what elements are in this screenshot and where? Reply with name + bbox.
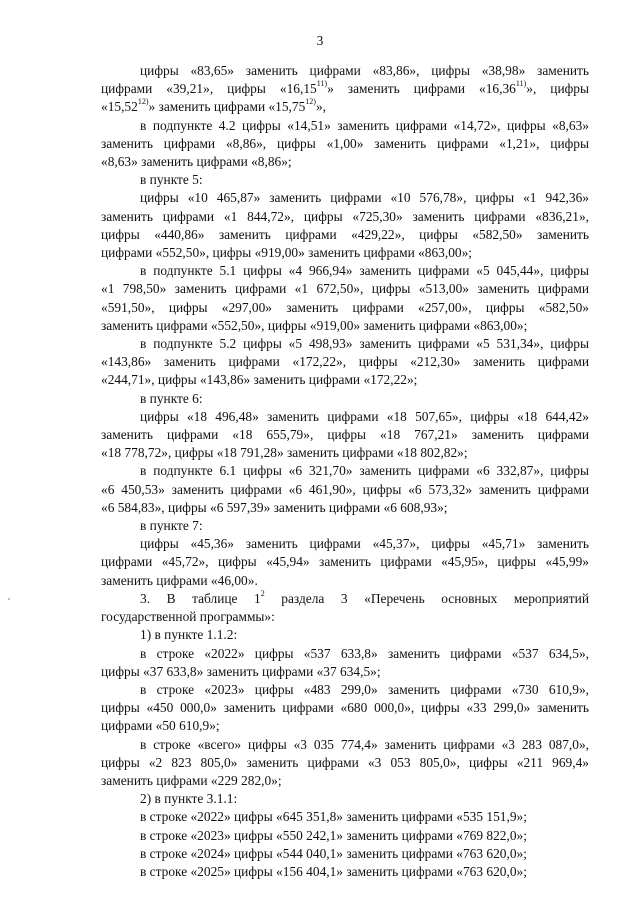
- text-line: цифры «2 823 805,0» заменить цифрами «3 053 805,0», цифры «211 969,4»: [101, 754, 589, 770]
- text-line: цифры «83,65» заменить цифрами «83,86», цифры «38,98» заменить: [140, 63, 589, 78]
- text-segment: » заменить цифрами «15,75: [148, 99, 306, 115]
- text-segment: » заменить цифрами «16,36: [327, 81, 516, 97]
- text-line: заменить цифрами «8,86», цифры «1,00» заменить цифрами «1,21», цифры: [101, 135, 589, 151]
- text-line: цифры «10 465,87» заменить цифрами «10 576,78», цифры «1 942,36»: [140, 190, 589, 206]
- text-line: в пункте 7:: [140, 518, 203, 534]
- text-line: в строке «2022» цифры «645 351,8» заменить цифрами «535 151,9»;: [140, 809, 527, 825]
- text-line: цифрами «50 610,9»;: [101, 718, 220, 734]
- text-line: цифры «450 000,0» заменить цифрами «680 000,0», цифры «33 299,0» заменить: [101, 700, 589, 716]
- text-line: цифры «440,86» заменить цифрами «429,22», цифры «582,50» заменить: [101, 226, 589, 242]
- text-line: «8,63» заменить цифрами «8,86»;: [101, 154, 292, 170]
- text-line: заменить цифрами «1 844,72», цифры «725,30» заменить цифрами «836,21»,: [101, 208, 589, 224]
- footnote-superscript: 11): [316, 79, 328, 89]
- text-line: 2) в пункте 3.1.1:: [140, 791, 238, 807]
- text-line: в подпункте 6.1 цифры «6 321,70» заменить цифрами «6 332,87», цифры: [140, 463, 589, 479]
- text-line: [101, 98, 589, 116]
- text-segment: раздела 3 «Перечень основных мероприятий: [264, 590, 589, 606]
- text-line: [101, 590, 589, 608]
- text-line: [101, 80, 589, 98]
- text-line: «143,86» заменить цифрами «172,22», цифры «212,30» заменить цифрами: [101, 354, 589, 370]
- page-number: 3: [316, 33, 324, 48]
- text-line: цифры «18 496,48» заменить цифрами «18 507,65», цифры «18 644,42»: [140, 408, 589, 424]
- footnote-superscript: 12): [137, 97, 149, 107]
- text-line: в подпункте 5.1 цифры «4 966,94» заменить цифрами «5 045,44», цифры: [140, 263, 589, 279]
- text-line: в пункте 6:: [140, 390, 203, 406]
- text-line: в строке «2023» цифры «483 299,0» заменить цифрами «730 610,9»,: [140, 681, 589, 697]
- text-segment: »,: [315, 99, 327, 115]
- text-line: в строке «2022» цифры «537 633,8» заменить цифрами «537 634,5»,: [140, 645, 589, 661]
- text-line: «6 584,83», цифры «6 597,39» заменить цифрами «6 608,93»;: [101, 499, 448, 515]
- text-line: «591,50», цифры «297,00» заменить цифрами «257,00», цифры «582,50»: [101, 299, 589, 315]
- text-segment: », цифры: [526, 81, 590, 97]
- footnote-superscript: 2: [260, 588, 265, 598]
- text-line: в строке «2024» цифры «544 040,1» заменить цифрами «763 620,0»;: [140, 845, 527, 861]
- text-line: государственной программы»:: [101, 609, 275, 625]
- text-line: «18 778,72», цифры «18 791,28» заменить цифрами «18 802,82»;: [101, 445, 468, 461]
- text-line: в строке «всего» цифры «3 035 774,4» заменить цифрами «3 283 087,0»,: [140, 736, 589, 752]
- text-segment: цифрами «39,21», цифры «16,15: [101, 81, 317, 97]
- text-line: цифрами «45,72», цифры «45,94» заменить цифрами «45,95», цифры «45,99»: [101, 554, 589, 570]
- scan-speck: [8, 598, 10, 600]
- text-line: «1 798,50» заменить цифрами «1 672,50», цифры «513,00» заменить цифрами: [101, 281, 589, 297]
- text-line: заменить цифрами «552,50», цифры «919,00» заменить цифрами «863,00»;: [101, 317, 528, 333]
- text-segment: «15,52: [101, 99, 138, 115]
- text-line: в подпункте 4.2 цифры «14,51» заменить цифрами «14,72», цифры «8,63»: [140, 117, 589, 133]
- document-body: [101, 62, 589, 881]
- text-line: заменить цифрами «46,00».: [101, 572, 258, 588]
- text-line: в строке «2025» цифры «156 404,1» заменить цифрами «763 620,0»;: [140, 863, 527, 879]
- text-line: в строке «2023» цифры «550 242,1» заменить цифрами «769 822,0»;: [140, 827, 527, 843]
- footnote-superscript: 11): [515, 79, 527, 89]
- text-line: в подпункте 5.2 цифры «5 498,93» заменить цифрами «5 531,34», цифры: [140, 336, 589, 352]
- text-line: цифры «37 633,8» заменить цифрами «37 634,5»;: [101, 663, 381, 679]
- footnote-superscript: 12): [305, 97, 316, 107]
- text-line: заменить цифрами «18 655,79», цифры «18 767,21» заменить цифрами: [101, 427, 589, 443]
- text-segment: 3. В таблице 1: [140, 590, 261, 606]
- text-line: заменить цифрами «229 282,0»;: [101, 772, 282, 788]
- text-line: «244,71», цифры «143,86» заменить цифрами «172,22»;: [101, 372, 418, 388]
- text-line: в пункте 5:: [140, 172, 203, 188]
- text-line: цифры «45,36» заменить цифрами «45,37», цифры «45,71» заменить: [140, 536, 589, 552]
- text-line: цифрами «552,50», цифры «919,00» заменить цифрами «863,00»;: [101, 245, 473, 261]
- text-line: 1) в пункте 1.1.2:: [140, 627, 238, 643]
- text-line: «6 450,53» заменить цифрами «6 461,90», цифры «6 573,32» заменить цифрами: [101, 481, 589, 497]
